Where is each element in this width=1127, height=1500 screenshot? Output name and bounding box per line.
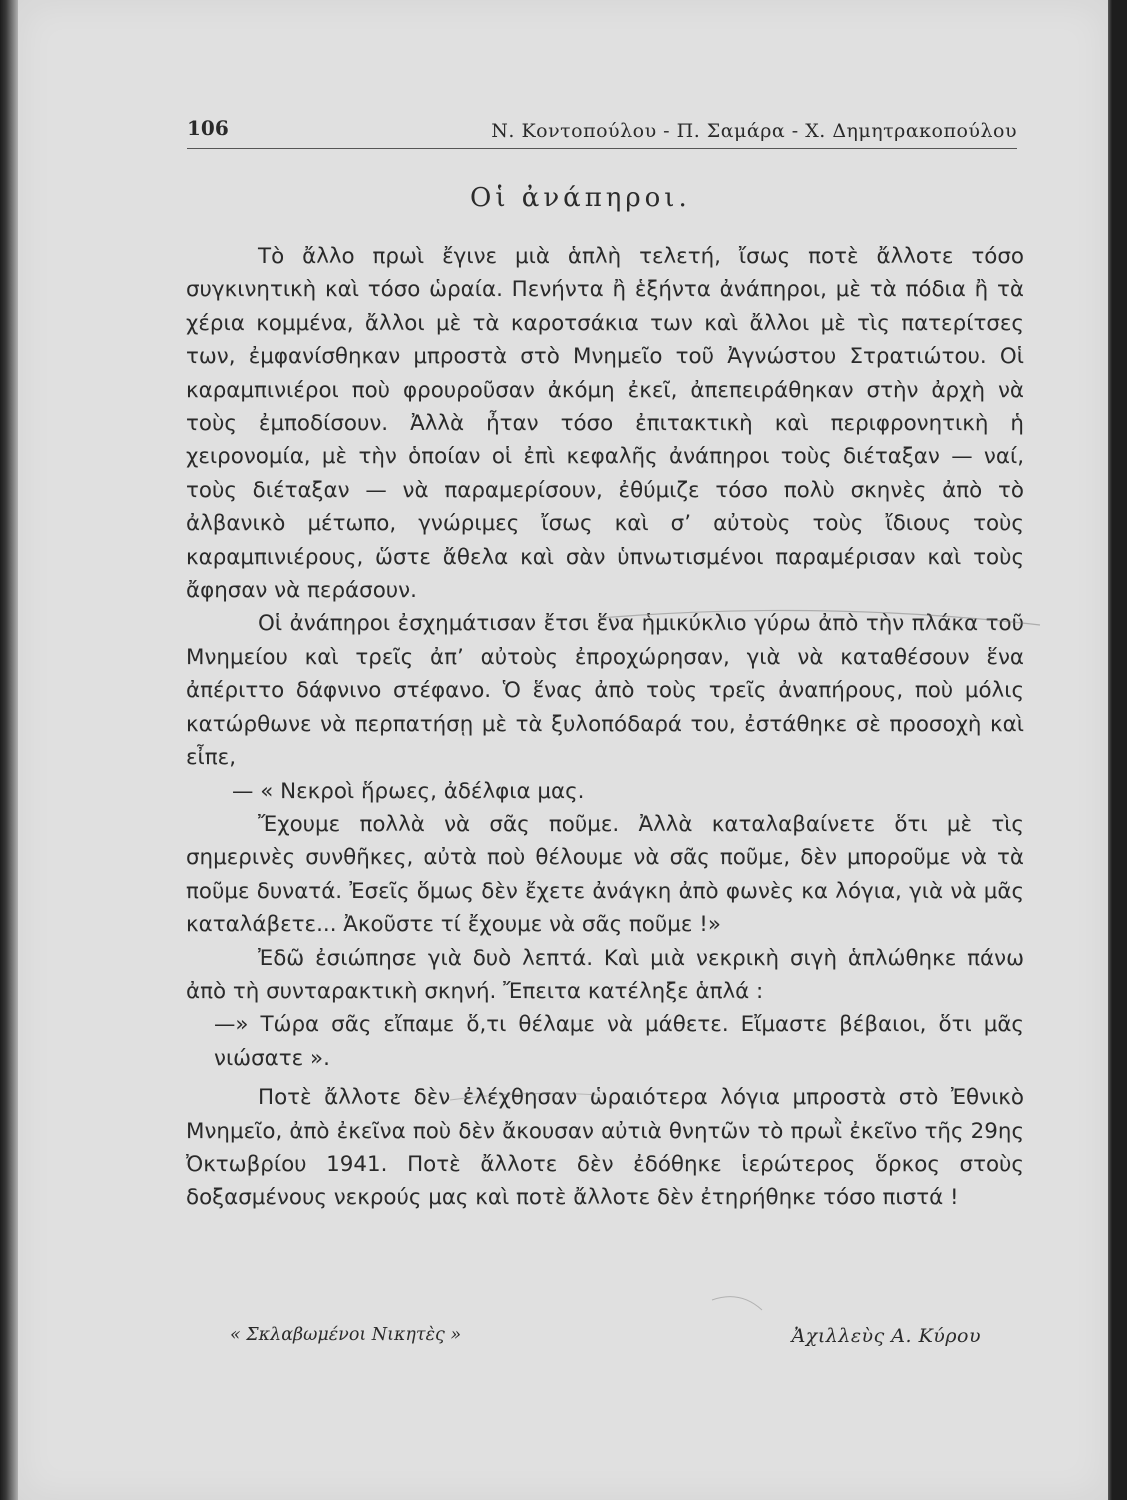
source-citation: « Σκλαβωμένοι Νικητὲς »	[230, 1325, 462, 1345]
article-body	[186, 240, 1024, 1215]
paragraph: Ἔχουμε πολλὰ νὰ σᾶς ποῦμε. Ἀλλὰ καταλαβαίνετε ὅτι μὲ τὶς σημερινὲς συνθῆκες, αὐτὰ ποὺ θέλουμε νὰ σᾶς ποῦμε, δὲν μποροῦμε νὰ τὰ ποῦμε δυνατά. Ἐσεῖς ὅμως δὲν ἔχετε ἀνάγκη ἀπὸ φωνὲς κα λόγια, γιὰ νὰ μᾶς καταλάβετε... Ἀκοῦστε τί ἔχουμε νὰ σᾶς ποῦμε !»	[186, 811, 1024, 938]
paragraph: Οἱ ἀνάπηροι ἐσχημάτισαν ἔτσι ἕνα ἡμικύκλιο γύρω ἀπὸ τὴν πλάκα τοῦ Μνημείου καὶ τρεῖς ἀπ’ αὐτοὺς ἐπροχώρησαν, γιὰ νὰ καταθέσουν ἕνα ἀπέριττο δάφνινο στέφανο. Ὁ ἕνας ἀπὸ τοὺς τρεῖς ἀναπήρους, ποὺ μόλις κατώρθωνε νὰ περπατήσῃ μὲ τὰ ξυλοπόδαρά του, ἐστάθηκε σὲ προσοχὴ καὶ εἶπε,	[186, 611, 1024, 771]
running-head: Ν. Κοντοπούλου - Π. Σαμάρα - Χ. Δημητρακοπούλου	[491, 120, 1017, 142]
author-signature: Ἀχιλλεὺς Α. Κύρου	[791, 1325, 981, 1347]
page-number: 106	[187, 116, 229, 140]
page-header	[187, 116, 1017, 149]
paragraph: Τὸ ἄλλο πρωὶ ἔγινε μιὰ ἁπλὴ τελετή, ἴσως ποτὲ ἄλλοτε τόσο συγκινητικὴ καὶ τόσο ὡραία. Πενήντα ἢ ἑξήντα ἀνάπηροι, μὲ τὰ πόδια ἢ τὰ χέρια κομμένα, ἄλλοι μὲ τὰ καροτσάκια των καὶ ἄλλοι μὲ τὶς πατερίτσες των, ἐμφανίσθηκαν μπροστὰ στὸ Μνημεῖο τοῦ Ἀγνώστου Στρατιώτου. Οἱ καραμπινιέροι ποὺ φρουροῦσαν ἀκόμη ἐκεῖ, ἀπεπειράθηκαν στὴν ἀρχὴ νὰ τοὺς ἐμποδίσουν. Ἀλλὰ ἦταν τόσο ἐπιτακτικὴ καὶ περιφρονητικὴ ἡ χειρονομία, μὲ τὴν ὁποίαν οἱ ἐπὶ κεφαλῆς ἀνάπηροι τοὺς διέταξαν — ναί, τοὺς διέταξαν — νὰ παραμερίσουν, ἐθύμιζε τόσο πολὺ σκηνὲς ἀπὸ τὸ ἀλβανικὸ μέτωπο, γνώριμες ἴσως καὶ σ’ αὐτοὺς τοὺς ἴδιους τοὺς καραμπινιέρους, ὥστε ἄθελα καὶ σὰν ὑπνωτισμένοι παραμέρισαν καὶ τοὺς ἄφησαν νὰ περάσουν.	[186, 244, 1024, 604]
article-title: Οἱ ἀνάπηροι.	[470, 183, 691, 213]
paragraph: Ἐδῶ ἐσιώπησε γιὰ δυὸ λεπτά. Καὶ μιὰ νεκρικὴ σιγὴ ἁπλώθηκε πάνω ἀπὸ τὴ συνταρακτικὴ σκηνή. Ἔπειτα κατέληξε ἁπλά :	[186, 945, 1024, 1004]
paragraph: —» Τώρα σᾶς εἴπαμε ὅ,τι θέλαμε νὰ μάθετε. Εἴμαστε βέβαιοι, ὅτι μᾶς νιώσατε ».	[214, 1012, 1024, 1071]
paragraph: — « Νεκροὶ ἥρωες, ἀδέλφια μας.	[232, 778, 585, 804]
paragraph: Ποτὲ ἄλλοτε δὲν ἐλέχθησαν ὡραιότερα λόγια μπροστὰ στὸ Ἐθνικὸ Μνημεῖο, ἀπὸ ἐκεῖνα ποὺ δὲν ἄκουσαν αὐτιὰ θνητῶν τὸ πρωῒ ἐκεῖνο τῆς 29ης Ὀκτωβρίου 1941. Ποτὲ ἄλλοτε δὲν ἐδόθηκε ἱερώτερος ὅρκος στοὺς δοξασμένους νεκρούς μας καὶ ποτὲ ἄλλοτε δὲν ἐτηρήθηκε τόσο πιστά !	[186, 1085, 1024, 1211]
